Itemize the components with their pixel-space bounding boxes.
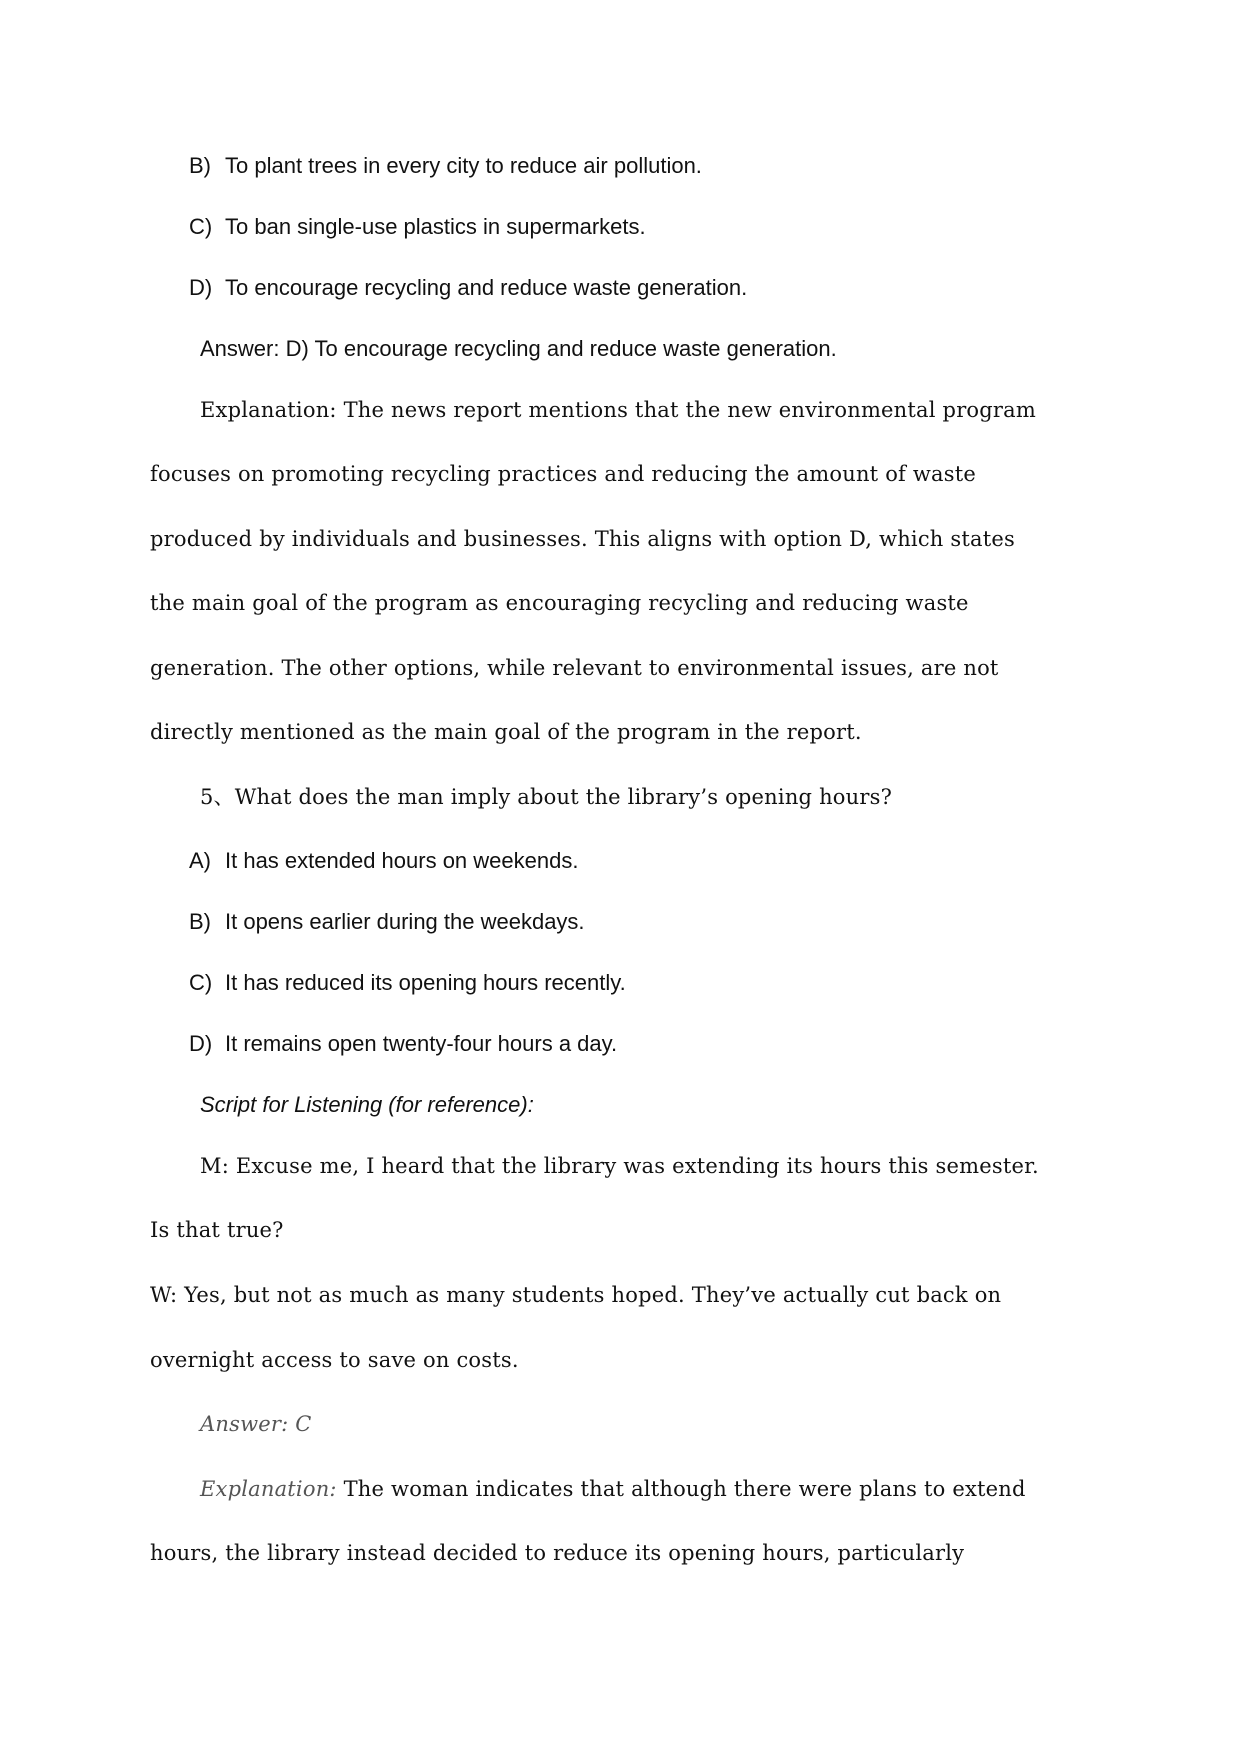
q5-option-d [189,1033,617,1055]
option-letter: B) [189,909,211,934]
option-letter: A) [189,848,211,873]
q5-option-c [189,972,626,994]
q4-option-d [189,277,747,299]
q5-question: 5、What does the man imply about the library’s opening hours? [200,785,893,809]
option-text: To encourage recycling and reduce waste generation. [225,275,748,300]
q5-script-heading: Script for Listening (for reference): [200,1092,534,1117]
q4-explanation-line: Explanation: The news report mentions that the new environmental program [200,398,1036,422]
q4-option-b [189,155,702,177]
option-letter: D) [189,275,213,300]
q4-explanation-line: focuses on promoting recycling practices and reducing the amount of waste [150,462,977,486]
option-text: It opens earlier during the weekdays. [225,909,585,934]
option-letter: D) [189,1031,213,1056]
q5-script-line: overnight access to save on costs. [150,1348,519,1372]
q5-explanation-line [200,1479,1026,1500]
q5-script-line: W: Yes, but not as much as many students hoped. They’ve actually cut back on [150,1283,1002,1307]
option-text: It has reduced its opening hours recently. [225,970,626,995]
option-text: It remains open twenty-four hours a day. [225,1031,618,1056]
option-letter: B) [189,153,211,178]
q5-script-line: Is that true? [150,1218,284,1242]
q5-explanation-line: hours, the library instead decided to reduce its opening hours, particularly [150,1541,965,1565]
q4-answer: Answer: D) To encourage recycling and reduce waste generation. [200,336,837,361]
q5-explanation-text: The woman indicates that although there were plans to extend [336,1477,1026,1501]
option-text: To plant trees in every city to reduce air pollution. [225,153,702,178]
q5-explanation-label: Explanation: [200,1477,337,1501]
q4-explanation-line: directly mentioned as the main goal of the program in the report. [150,720,862,744]
q5-option-b [189,911,585,933]
q4-explanation-line: the main goal of the program as encouraging recycling and reducing waste [150,591,969,615]
q4-option-c [189,216,646,238]
q4-explanation-line: generation. The other options, while relevant to environmental issues, are not [150,656,999,680]
option-text: To ban single-use plastics in supermarkets. [225,214,646,239]
q4-explanation-line: produced by individuals and businesses. This aligns with option D, which states [150,527,1015,551]
q5-answer: Answer: C [200,1412,312,1436]
q5-script-line: M: Excuse me, I heard that the library was extending its hours this semester. [200,1154,1039,1178]
q5-option-a [189,850,578,872]
option-letter: C) [189,214,213,239]
option-text: It has extended hours on weekends. [225,848,579,873]
option-letter: C) [189,970,213,995]
